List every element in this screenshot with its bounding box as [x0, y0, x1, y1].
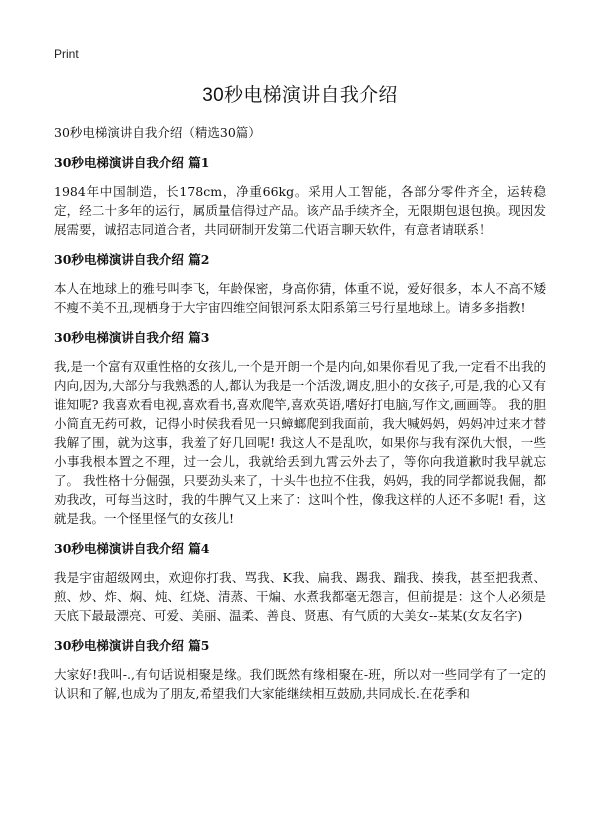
document-subtitle: 30秒电梯演讲自我介绍（精选30篇）	[54, 125, 261, 140]
section-3	[54, 329, 546, 528]
section-body: 我是宇宙超级网虫，欢迎你打我、骂我、K我、扁我、踢我、踹我、揍我，甚至把我煮、煎、炒、炸、焖、炖、红烧、清蒸、干煸、水煮我都毫无怨言，但前提是：这个人必须是天底下最最漂亮、可爱、美丽、温柔、善良、贤惠、有气质的大美女--某某(女友名字)	[54, 570, 546, 623]
page-title: 30秒电梯演讲自我介绍	[202, 85, 398, 106]
section-body: 1984年中国制造，长178cm，净重66kg。采用人工智能，各部分零件齐全，运转稳定，经二十多年的运行，属质量信得过产品。该产品手续齐全，无限期包退包换。现因发展需要，诚招志同道合者，共同研制开发第二代语言聊天软件，有意者请联系！	[54, 184, 546, 237]
print-label: Print	[54, 47, 79, 61]
section-1	[54, 154, 546, 239]
section-5	[54, 637, 546, 703]
section-heading: 30秒电梯演讲自我介绍 篇2	[54, 252, 210, 267]
section-heading: 30秒电梯演讲自我介绍 篇5	[54, 638, 210, 653]
section-body: 我,是一个富有双重性格的女孩儿,一个是开朗一个是内向,如果你看见了我,一定看不出我的内向,因为,大部分与我熟悉的人,都认为我是一个活泼,调皮,胆小的女孩子,可是,我的心又有谁知呢? 我喜欢看电视,喜欢看书,喜欢爬竿,喜欢英语,嗜好打电脑,写作文,画画等。 我的胆小简直无药可救，记得小时侯我看见一只蟑螂爬到我面前，我大喊妈妈，妈妈冲过来才替我解了围，就为这事，我羞了好几回呢! 我这人不是乱吹，如果你与我有深仇大恨，一些小事我根本置之不理，过一会儿，我就给丢到九霄云外去了，等你向我道歉时我早就忘了。 我性格十分倔强，只要劲头来了，十头牛也拉不住我，妈妈，我的同学都说我倔，都劝我改，可每当这时，我的牛脾气又上来了：这叫个性，像我这样的人还不多呢! 看，这就是我。一个怪里怪气的女孩儿!	[54, 359, 546, 526]
section-4	[54, 540, 546, 625]
section-heading: 30秒电梯演讲自我介绍 篇1	[54, 155, 210, 170]
section-2	[54, 251, 546, 317]
section-body: 本人在地球上的雅号叫李飞，年龄保密，身高你猜，体重不说，爱好很多，本人不高不矮不瘦不美不丑,现栖身于大宇宙四维空间银河系太阳系第三号行星地球上。请多多指教!	[54, 281, 546, 315]
section-heading: 30秒电梯演讲自我介绍 篇4	[54, 541, 210, 556]
section-body: 大家好!我叫-.,有句话说相聚是缘。我们既然有缘相聚在-班，所以对一些同学有了一定的认识和了解,也成为了朋友,希望我们大家能继续相互鼓励,共同成长.在花季和	[54, 667, 546, 701]
section-heading: 30秒电梯演讲自我介绍 篇3	[54, 330, 210, 345]
